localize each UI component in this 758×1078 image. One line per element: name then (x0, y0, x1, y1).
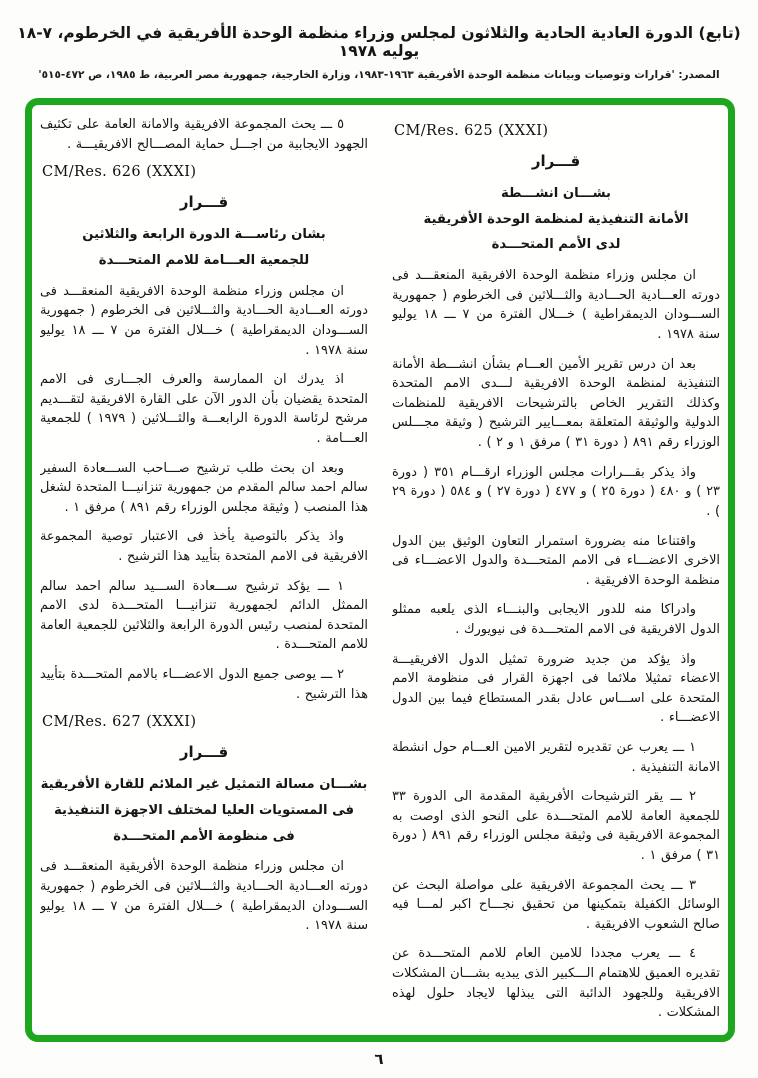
resolution-title-625: قـــرار (531, 152, 581, 170)
paragraph: ان مجلس وزراء منظمة الوحدة الأفريقية المنعقـــد فى دورته العـــادية الحـــادية والثـــلاثين فى الخرطوم ( جمهورية الســـودان الديمقراطية ) خـــلال الفترة من ٧ ـــ ١٨ يوليو سنة ١٩٧٨ . (40, 859, 368, 934)
resolution-subtitle-627 (40, 772, 368, 849)
subtitle-line: لدى الأمم المتحـــدة (491, 237, 621, 253)
subtitle-line: فى المستويات العليا لمختلف الاجهزة التنفيذية (53, 803, 355, 818)
numbered-item: ٣ ـــ يحث المجموعة الافريقية على مواصلة البحث عن الوسائل الكفيلة بتمكينها من تحقيق نجـــاح اكبر لمـــا فيه صالح الشعوب الافريقية . (392, 877, 720, 932)
numbered-item: ٥ ـــ يحث المجموعة الافريقية والامانة العامة على تكثيف الجهود الايجابية من اجـــل حماية المصـــالح الافريقيـــة . (40, 117, 368, 152)
content-frame (25, 98, 735, 1042)
numbered-item: ٢ ـــ يوصى جميع الدول الاعضـــاء بالامم المتحـــدة بتأييد هذا الترشيح . (40, 667, 368, 702)
resolution-subtitle-626 (40, 222, 368, 273)
resolution-subtitle-625 (392, 181, 720, 258)
numbered-item: ١ ـــ يؤكد ترشيح ســـعادة الســـيد سالم احمد سالم الممثل الدائم لجمهورية تنزانيـــا المتحـــدة لدى الامم المتحدة لمنصب رئيس الدورة الرابعة والثلاثين للجمعية العامة للامم المتحـــدة . (40, 578, 368, 653)
column-left (40, 115, 368, 1029)
paragraph: اذ يدرك ان الممارسة والعرف الجـــارى فى الامم المتحدة يقضيان بأن الدور الآن على القارة الافريقية لتقـــديم مرشح لرئاسة الدورة الرابعـــة والثـــلاثين ( ١٩٧٩ ) للجمعية العـــامة . (40, 372, 368, 446)
numbered-item: ٢ ـــ يقر الترشيحات الأفريقية المقدمة الى الدورة ٣٣ للجمعية العامة للامم المتحـــدة على النحو الذى اوصت به المجموعة الافريقية فى وثيقة مجلس الوزراء رقم ٨٩١ ( دورة ٣١ ) مرفق ١ . (392, 789, 720, 864)
resolution-title-626: قـــرار (179, 193, 229, 212)
paragraph: واذ يذكر بقـــرارات مجلس الوزراء ارقـــام ٣٥١ ( دورة ٢٣ ) و ٤٨٠ ( دورة ٢٥ ) و ٤٧٧ ( دورة ٢٧ ) و ٥٨٤ ( دورة ٢٩ ) . (392, 464, 720, 519)
subtitle-line: بشـــان مسالة التمثيل غير الملائم للقارة الأفريقية (40, 777, 368, 793)
subtitle-line: فى منظومة الأمم المتحـــدة (113, 828, 295, 844)
numbered-item: ٤ ـــ يعرب مجددا للامين العام للامم المتحـــدة عن تقديره العميق للاهتمام الـــكبير الذى يبديه بشـــان المشكلات الافريقية وللجهود الدائبة التى يبذلها لايجاد حلول لهذه المشكلات . (392, 946, 720, 1021)
paragraph: ان مجلس وزراء منظمة الوحدة الافريقية المنعقـــد فى دورته العـــادية الحـــادية والثـــلاثين فى الخرطوم ( جمهورية الســـودان الديمقراطية ) خـــلال الفترة من ٧ ـــ ١٨ يوليو سنة ١٩٧٨ . (392, 268, 720, 343)
paragraph: واقتناعا منه بضرورة استمرار التعاون الوثيق بين الدول الاخرى الاعضـــاء فى الامم المتحـــدة والدول الاعضـــاء فى منظمة الوحدة الافريقية . (392, 533, 720, 588)
numbered-item: ١ ـــ يعرب عن تقديره لتقرير الامين العـــام حول انشطة الامانة التنفيذية . (392, 740, 720, 775)
header-source-line: المصدر: 'قرارات وتوصيات وبيانات منظمة الوحدة الأفريقية ١٩٦٣-١٩٨٣، وزارة الخارجية، جمهورية مصر العربية، ط ١٩٨٥، ص ٤٧٢-٥١٥' (38, 69, 720, 81)
paragraph: واذ يذكر بالتوصية يأخذ فى الاعتبار توصية المجموعة الافريقية فى الامم المتحدة بتأييد هذا الترشيح . (40, 529, 368, 564)
subtitle-line: بشان رئاســـة الدورة الرابعة والثلاثين (82, 227, 326, 243)
resolution-ref-626: CM/Res. 626 (XXXI) (42, 164, 197, 181)
resolution-ref-625: CM/Res. 625 (XXXI) (394, 123, 549, 139)
paragraph: وادراكا منه للدور الايجابى والبنـــاء الذى يلعبه ممثلو الدول الافريقية فى الامم المتحـــدة فى نيويورك . (392, 602, 720, 637)
subtitle-line: للجمعية العـــامة للامم المتحـــدة (98, 252, 310, 268)
column-right (392, 115, 720, 1029)
page-header (0, 24, 758, 81)
paragraph: ان مجلس وزراء منظمة الوحدة الافريقية المنعقـــد فى دورته العـــادية الحـــادية والثـــلاثين فى الخرطوم ( جمهورية الســـودان الديمقراطية ) خـــلال الفترة من ٧ ـــ ١٨ يوليو سنة ١٩٧٨ . (40, 283, 368, 358)
subtitle-line: بشـــان انشـــطة (501, 186, 611, 201)
paragraph: بعد ان درس تقرير الأمين العـــام بشأن انشـــطة الأمانة التنفيذية لمنظمة الوحدة الافريقية لـــدى الامم المتحدة وكذلك التقرير الخاص بالترشيحات الافريقية للمنظمات الدولية والوثيقة المتعلقة بمعـــايير الترشيح ( وثيقة مجـــلس الوزراء رقم ٨٩١ ( دورة ٣١ ) مرفق ١ و ٢ ) . (392, 356, 720, 451)
subtitle-line: الأمانة التنفيذية لمنظمة الوحدة الأفريقية (423, 211, 689, 227)
header-session-line: (تابع) الدورة العادية الحادية والثلاثون لمجلس وزراء منظمة الوحدة الأفريقية في الخرطوم، ٧-١٨ يوليه ١٩٧٨ (17, 24, 741, 60)
page-number: ٦ (374, 1050, 384, 1068)
resolution-ref-627: CM/Res. 627 (XXXI) (42, 714, 197, 731)
two-column-layout (40, 115, 720, 1029)
resolution-title-627: قـــرار (179, 743, 229, 762)
paragraph: واذ يؤكد من جديد ضرورة تمثيل الدول الافريقيـــة الاعضاء تمثيلا ملائما فى اجهزة القرار فى منظومة الامم المتحدة على اســـاس عادل بقدر المستطاع فيما بين الدول الاعضـــاء . (392, 651, 720, 726)
paragraph: وبعد ان بحث طلب ترشيح صـــاحب الســـعادة السفير سالم احمد سالم المقدم من جمهورية تنزانيـــا المتحدة لشغل هذا المنصب ( وثيقة مجلس الوزراء رقم ٨٩١ ) مرفق ١ . (40, 460, 368, 515)
